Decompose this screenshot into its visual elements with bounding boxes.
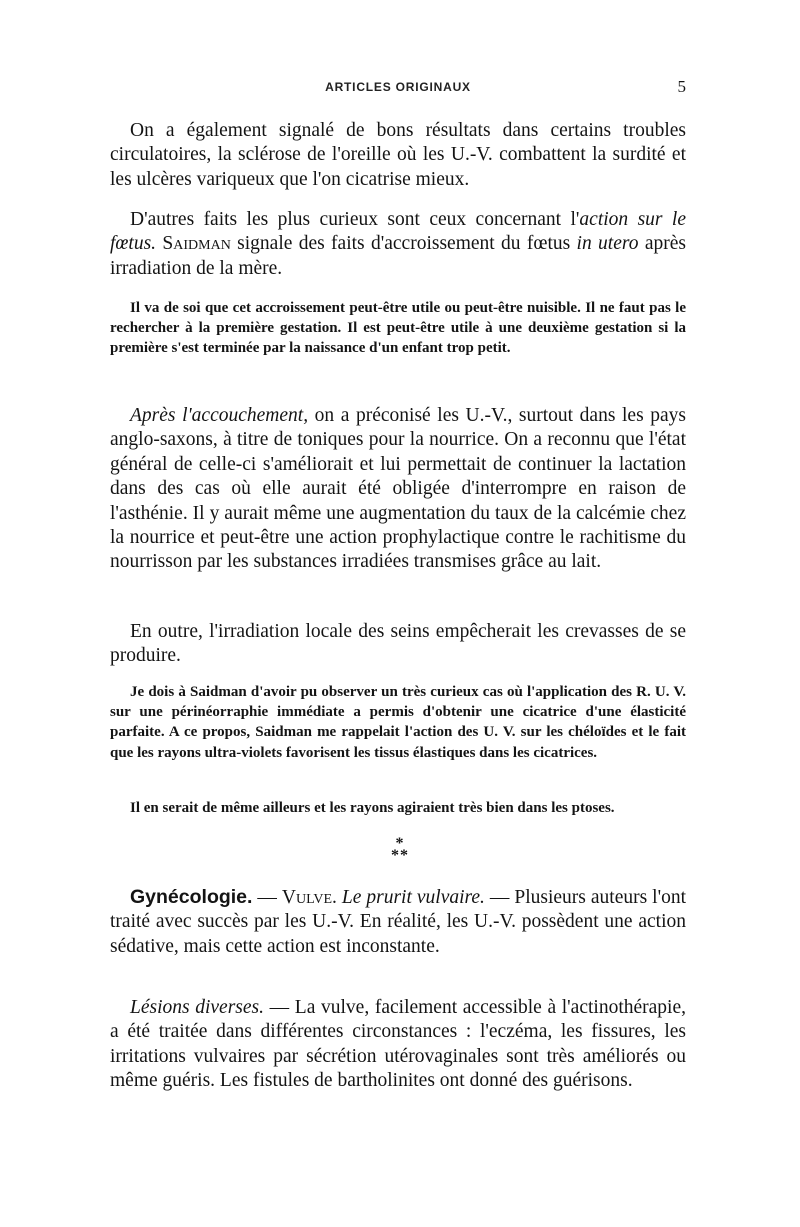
paragraph-text: on a préconisé les U.-V., surtout dans les pays anglo-saxons, à titre de toniques pour la nourrice. On a reconnu que l'état général de celle-ci s'améliorait et lui permettait de continuer la lactation dans des cas où elle aurait été obligée d'interrompre en raison de l'asthénie. Il y aurait même une augmentation du taux de la calcémie chez la nourrice et peut-être une action prophylactique contre le rachitisme du nourrisson par les substances irradiées transmises grâce au lait.: [110, 405, 686, 573]
paragraph-text: après irradiation de la mère.: [110, 233, 686, 279]
italic-phrase: Lésions diverses.: [130, 997, 265, 1018]
author-name: Saidman: [162, 233, 231, 255]
paragraph-text: signale des faits d'accroissement du fœtus: [230, 233, 577, 255]
dash: —: [252, 887, 282, 908]
paragraph-after-childbirth: [110, 404, 686, 575]
page-header: [110, 77, 686, 100]
section-title: Gynécologie.: [130, 886, 253, 908]
asterism-bottom: **: [391, 847, 409, 864]
paragraph-various-lesions: [110, 996, 686, 1094]
paragraph-text: D'autres faits les plus curieux sont ceux concernant l': [130, 209, 580, 230]
page-number: 5: [677, 77, 686, 96]
note-gestation: Il va de soi que cet accroissement peut-être utile ou peut-être nuisible. Il ne faut pas le rechercher à la première gestation. Il est peut-être utile à une deuxième gestation si la première s'est terminée par la naissance d'un enfant trop petit.: [110, 300, 686, 357]
running-head: ARTICLES ORIGINAUX: [325, 80, 471, 94]
section-asterism: [380, 835, 420, 864]
paragraph-text: — La vulve, facilement accessible à l'actinothérapie, a été traitée dans différentes circonstances : l'eczéma, les fissures, les irritations vulvaires par sécrétion utérovaginales sont très améliorés ou même guéris. Les fistules de bartholinites ont donné des guérisons.: [110, 997, 686, 1092]
paragraph-gynecology-vulva: [110, 885, 686, 959]
note-ptoses: Il en serait de même ailleurs et les rayons agiraient très bien dans les ptoses.: [130, 800, 615, 816]
paragraph-circulatory-troubles: On a également signalé de bons résultats dans certains troubles circulatoires, la sclérose de l'oreille où les U.-V. combattent la surdité et les ulcères variqueux que l'on cicatrise mieux.: [110, 120, 686, 190]
paragraph-action-on-fetus: [110, 208, 686, 281]
paragraph-text: — Plusieurs auteurs l'ont traité avec succès par les U.-V. En réalité, les U.-V. possèdent une action sédative, mais cette action est inconstante.: [110, 887, 687, 957]
italic-phrase: action sur le fœtus.: [110, 209, 686, 255]
asterism-top: *: [395, 835, 405, 852]
italic-phrase: Le prurit vulvaire.: [336, 887, 485, 908]
paragraph-breast-irradiation: En outre, l'irradiation locale des seins empêcherait les crevasses de se produire.: [110, 621, 686, 667]
subsection-title: Vulve.: [281, 887, 337, 908]
note-perineorrhaphy: Je dois à Saidman d'avoir pu observer un très curieux cas où l'application des R. U. V. sur une périnéorraphie immédiate a permis d'obtenir une cicatrice d'une élasticité parfaite. A ce propos, Saidman me rappelait l'action des U. V. sur les chéloïdes et le fait que les rayons ultra-violets favorisent les tissus élastiques dans les cicatrices.: [110, 684, 686, 761]
italic-phrase: in utero: [576, 233, 639, 255]
italic-phrase: Après l'accouchement,: [130, 405, 309, 426]
